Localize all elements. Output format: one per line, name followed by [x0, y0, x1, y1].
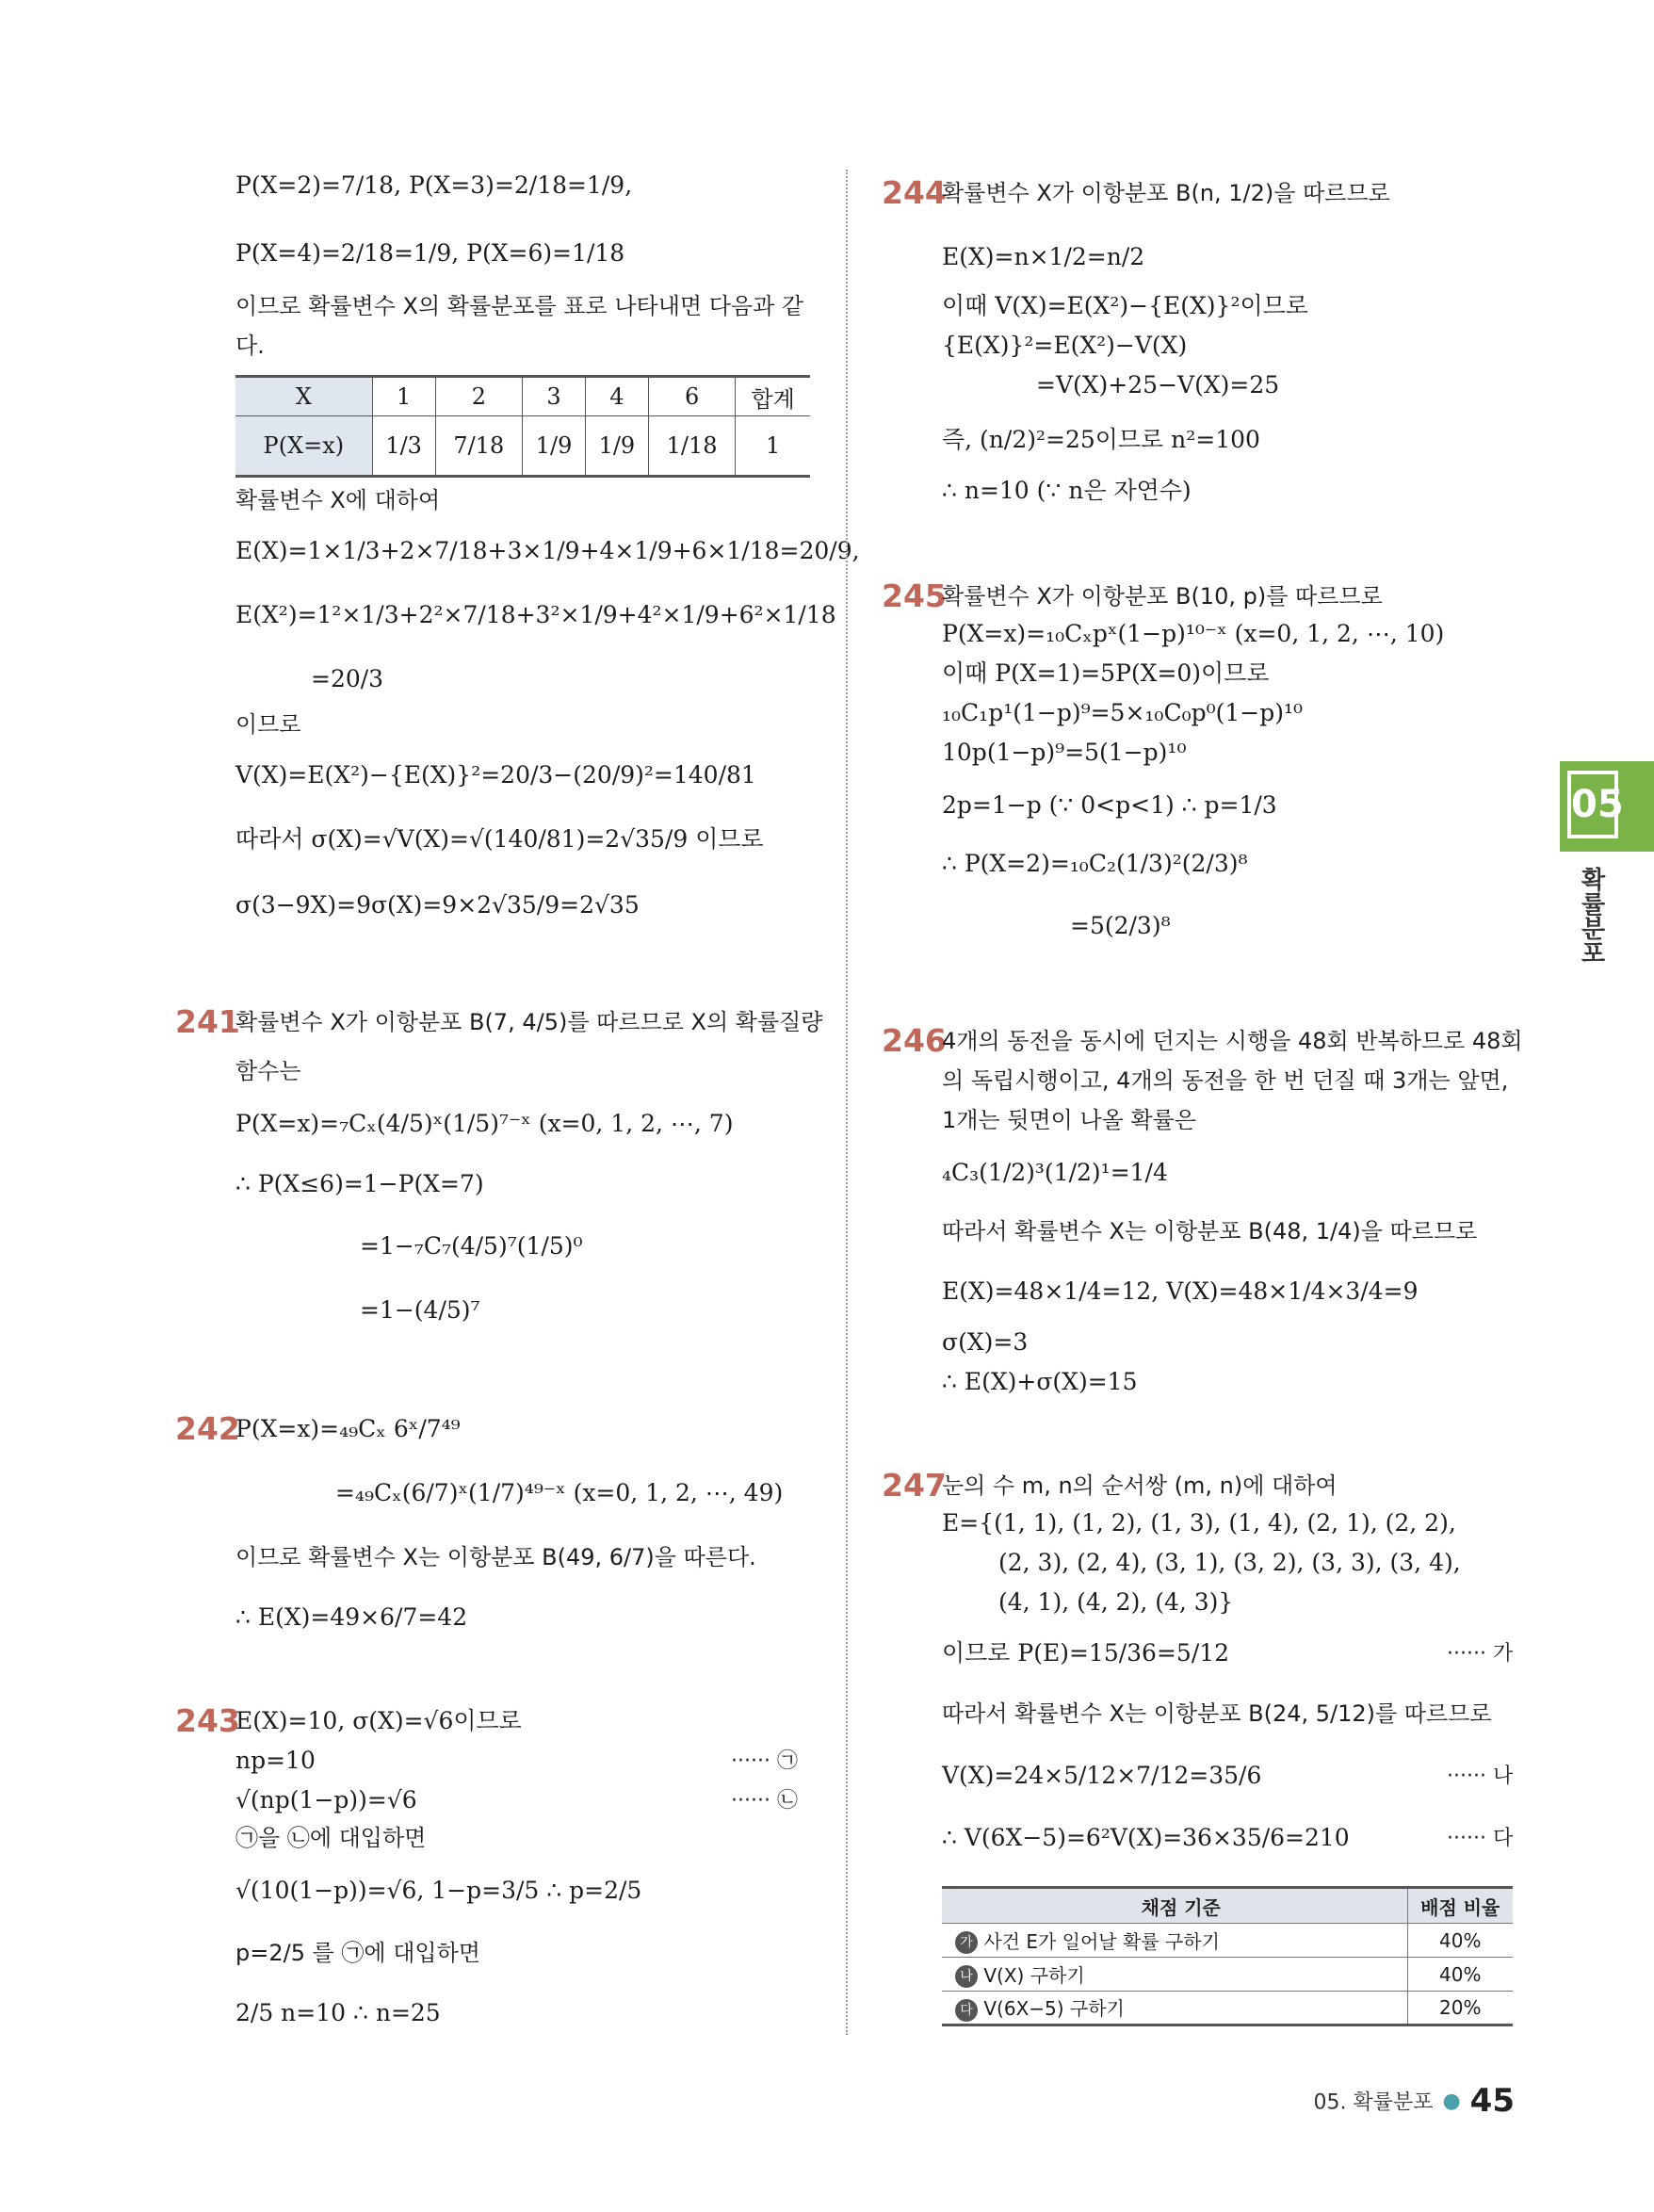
table-cell: 3: [523, 377, 586, 416]
line: V(X)=24×5/12×7/12=35/6: [942, 1762, 1262, 1789]
problem-number-244: 244: [882, 174, 947, 211]
page-footer: [1313, 2082, 1515, 2120]
table-cell: 40%: [1407, 1958, 1513, 1992]
table-cell: 1/9: [585, 416, 648, 477]
table-row: [235, 377, 810, 416]
table-row: [942, 1992, 1513, 2025]
line: 2/5 n=10 ∴ n=25: [235, 1999, 441, 2026]
chapter-side-title: 확률분포: [1577, 867, 1605, 965]
chapter-tab: [1560, 761, 1654, 852]
line: =1−₇C₇(4/5)⁷(1/5)⁰: [360, 1232, 583, 1260]
table-header: 채점 기준: [942, 1888, 1407, 1924]
line: ∴ n=10 (∵ n은 자연수): [942, 477, 1192, 504]
line: 따라서 확률변수 X는 이항분포 B(24, 5/12)를 따르므로: [942, 1700, 1492, 1727]
line: E(X²)=1²×1/3+2²×7/18+3²×1/9+4²×1/9+6²×1/18: [235, 601, 836, 628]
bullet-icon: ●: [1442, 2089, 1461, 2113]
line: E(X)=n×1/2=n/2: [942, 243, 1145, 270]
line: E={(1, 1), (1, 2), (1, 3), (1, 4), (2, 1), (2, 2),: [942, 1509, 1456, 1537]
chapter-tab-label: 05: [1567, 771, 1618, 838]
marker-na: ······ 나: [1447, 1765, 1514, 1788]
line: ∴ E(X)=49×6/7=42: [235, 1603, 468, 1631]
line: 확률변수 X가 이항분포 B(10, p)를 따르므로: [942, 583, 1383, 610]
line: p=2/5 를 ㉠에 대입하면: [235, 1940, 480, 1966]
line: =20/3: [311, 665, 384, 692]
line: np=10: [235, 1747, 316, 1774]
line: ₁₀C₁p¹(1−p)⁹=5×₁₀C₀p⁰(1−p)¹⁰: [942, 699, 1304, 726]
problem-number-246: 246: [882, 1022, 947, 1059]
line: √(np(1−p))=√6: [235, 1786, 417, 1814]
intro-line-1: P(X=2)=7/18, P(X=3)=2/18=1/9,: [235, 171, 633, 199]
intro-line-4: 다.: [235, 333, 265, 359]
line: ₄C₃(1/2)³(1/2)¹=1/4: [942, 1159, 1168, 1186]
table-cell: 20%: [1407, 1992, 1513, 2025]
table-row: [235, 416, 810, 477]
line: 의 독립시행이고, 4개의 동전을 한 번 던질 때 3개는 앞면,: [942, 1067, 1509, 1094]
table-cell: [942, 1958, 1407, 1992]
page-number: 45: [1469, 2082, 1515, 2120]
line: E(X)=10, σ(X)=√6이므로: [235, 1707, 522, 1734]
step-badge: 다: [955, 1999, 978, 2022]
line: 4개의 동전을 동시에 던지는 시행을 48회 반복하므로 48회: [942, 1028, 1523, 1054]
intro-line-3: 이므로 확률변수 X의 확률분포를 표로 나타내면 다음과 같: [235, 293, 804, 319]
line: P(X=x)=₄₉Cₓ 6ˣ/7⁴⁹: [235, 1415, 461, 1442]
line: 이때 V(X)=E(X²)−{E(X)}²이므로: [942, 292, 1308, 319]
table-row: [942, 1958, 1513, 1992]
line: ∴ P(X=2)=₁₀C₂(1/3)²(2/3)⁸: [942, 850, 1248, 877]
table-cell: 4: [585, 377, 648, 416]
problem-number-243: 243: [175, 1702, 240, 1739]
footer-chapter: 05. 확률분포: [1313, 2090, 1434, 2115]
line: {E(X)}²=E(X²)−V(X): [942, 332, 1188, 359]
criterion-text: V(6X−5) 구하기: [983, 1997, 1125, 2021]
line: =1−(4/5)⁷: [360, 1296, 480, 1324]
line: E(X)=1×1/3+2×7/18+3×1/9+4×1/9+6×1/18=20/9,: [235, 537, 860, 564]
table-cell: [942, 1924, 1407, 1958]
table-cell: X: [235, 377, 372, 416]
line: 확률변수 X가 이항분포 B(n, 1/2)을 따르므로: [942, 180, 1390, 206]
line: V(X)=E(X²)−{E(X)}²=20/3−(20/9)²=140/81: [235, 761, 756, 789]
line: 이므로 P(E)=15/36=5/12: [942, 1639, 1230, 1667]
problem-number-247: 247: [882, 1467, 947, 1504]
step-badge: 나: [955, 1965, 978, 1988]
line: 10p(1−p)⁹=5(1−p)¹⁰: [942, 739, 1187, 766]
line: 따라서 σ(X)=√V(X)=√(140/81)=2√35/9 이므로: [235, 825, 764, 853]
table-cell: [942, 1992, 1407, 2025]
intro-line-2: P(X=4)=2/18=1/9, P(X=6)=1/18: [235, 239, 625, 267]
line: 눈의 수 m, n의 순서쌍 (m, n)에 대하여: [942, 1472, 1338, 1499]
line: ∴ E(X)+σ(X)=15: [942, 1368, 1138, 1395]
marker-da: ······ 다: [1447, 1827, 1514, 1850]
criterion-text: V(X) 구하기: [983, 1963, 1085, 1987]
line: 이때 P(X=1)=5P(X=0)이므로: [942, 659, 1270, 687]
table-cell: 1: [372, 377, 435, 416]
line: =₄₉Cₓ(6/7)ˣ(1/7)⁴⁹⁻ˣ (x=0, 1, 2, ⋯, 49): [335, 1479, 784, 1506]
line: (4, 1), (4, 2), (4, 3)}: [998, 1588, 1234, 1616]
line: 이므로: [235, 711, 301, 738]
line: =5(2/3)⁸: [1070, 912, 1171, 939]
problem-number-245: 245: [882, 577, 947, 614]
line: 2p=1−p (∵ 0<p<1) ∴ p=1/3: [942, 791, 1277, 819]
line: √(10(1−p))=√6, 1−p=3/5 ∴ p=2/5: [235, 1877, 642, 1904]
line: 확률변수 X가 이항분포 B(7, 4/5)를 따르므로 X의 확률질량: [235, 1009, 823, 1035]
marker-2: ······ ㉡: [731, 1789, 798, 1813]
table-header: 배점 비율: [1407, 1888, 1513, 1924]
line: P(X=x)=₁₀Cₓpˣ(1−p)¹⁰⁻ˣ (x=0, 1, 2, ⋯, 10): [942, 620, 1445, 647]
line: P(X=x)=₇Cₓ(4/5)ˣ(1/5)⁷⁻ˣ (x=0, 1, 2, ⋯, 7): [235, 1110, 734, 1137]
column-divider: [846, 170, 848, 2035]
table-cell: 6: [648, 377, 736, 416]
distribution-table: [235, 375, 810, 478]
line: ∴ V(6X−5)=6²V(X)=36×35/6=210: [942, 1824, 1350, 1851]
line: 1개는 뒷면이 나올 확률은: [942, 1107, 1196, 1133]
table-cell: 1/18: [648, 416, 736, 477]
grading-table: [942, 1886, 1513, 2026]
line: 따라서 확률변수 X는 이항분포 B(48, 1/4)을 따르므로: [942, 1218, 1478, 1244]
line: =V(X)+25−V(X)=25: [1036, 371, 1280, 398]
table-cell: 7/18: [435, 416, 523, 477]
table-cell: 1: [736, 416, 810, 477]
line: 이므로 확률변수 X는 이항분포 B(49, 6/7)을 따른다.: [235, 1544, 756, 1570]
table-row: [942, 1888, 1513, 1924]
line: ㉠을 ㉡에 대입하면: [235, 1825, 427, 1851]
line: σ(3−9X)=9σ(X)=9×2√35/9=2√35: [235, 891, 640, 919]
line: ∴ P(X≤6)=1−P(X=7): [235, 1170, 484, 1197]
line: σ(X)=3: [942, 1328, 1029, 1356]
table-cell: 1/3: [372, 416, 435, 477]
line: E(X)=48×1/4=12, V(X)=48×1/4×3/4=9: [942, 1277, 1419, 1305]
table-cell: 합계: [736, 377, 810, 416]
line: 즉, (n/2)²=25이므로 n²=100: [942, 426, 1260, 453]
step-badge: 가: [955, 1931, 978, 1954]
line: 함수는: [235, 1058, 301, 1084]
criterion-text: 사건 E가 일어날 확률 구하기: [983, 1929, 1220, 1953]
table-row: [942, 1924, 1513, 1958]
table-cell: 2: [435, 377, 523, 416]
problem-number-242: 242: [175, 1410, 240, 1447]
table-cell: P(X=x): [235, 416, 372, 477]
line: (2, 3), (2, 4), (3, 1), (3, 2), (3, 3), (3, 4),: [998, 1549, 1461, 1576]
table-cell: 1/9: [523, 416, 586, 477]
problem-number-241: 241: [175, 1003, 240, 1040]
marker-1: ······ ㉠: [731, 1749, 798, 1773]
marker-ga: ······ 가: [1447, 1642, 1514, 1666]
line: 확률변수 X에 대하여: [235, 487, 441, 513]
table-cell: 40%: [1407, 1924, 1513, 1958]
